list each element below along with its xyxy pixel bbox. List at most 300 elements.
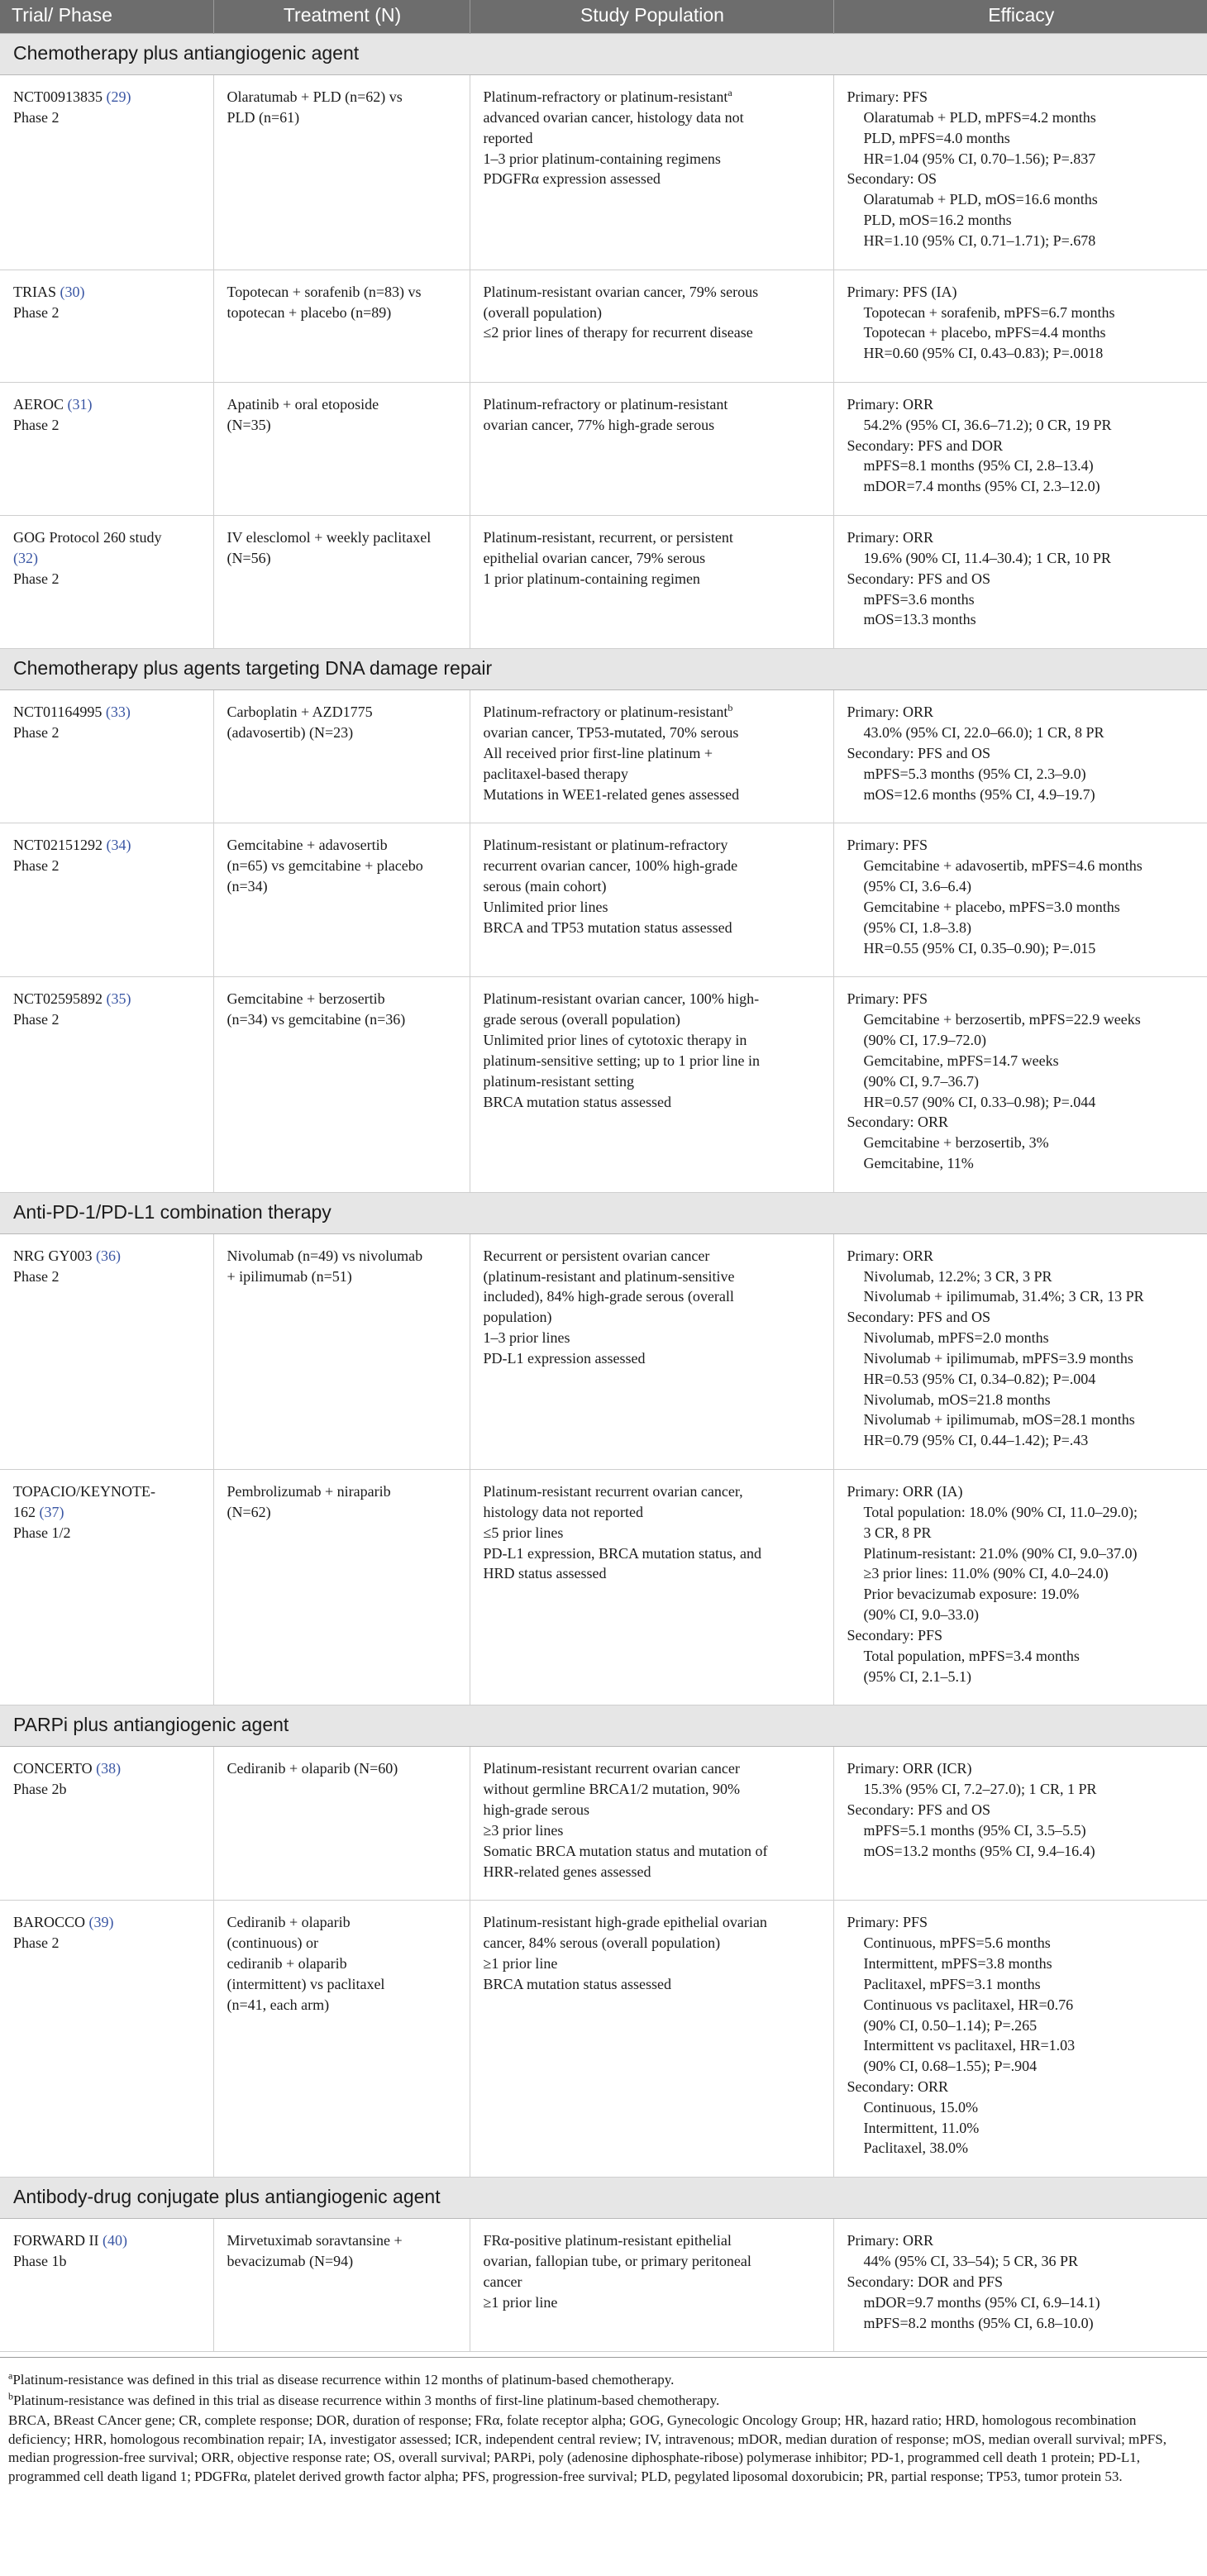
cell-line: [847, 1502, 1196, 1523]
cell-line: [847, 282, 1196, 303]
line-text: Phase 2: [13, 108, 60, 126]
section-title: PARPi plus antiangiogenic agent: [0, 1705, 1207, 1747]
cell-line: [484, 1933, 822, 1953]
line-text: (N=56): [227, 549, 271, 566]
section-title: Chemotherapy plus agents targeting DNA damage repair: [0, 649, 1207, 690]
footnote-marker: b: [728, 702, 733, 714]
cell-treatment: [213, 75, 470, 270]
cell-line: [227, 2230, 458, 2251]
cell-population: [470, 270, 833, 382]
cell-trial: [0, 1747, 213, 1901]
cell-line: [484, 1481, 822, 1502]
line-text: NCT00913835: [13, 88, 107, 106]
line-text: Platinum-resistant recurrent ovarian cancer: [483, 1760, 740, 1777]
cell-line: [484, 856, 822, 876]
line-text: BRCA and TP53 mutation status assessed: [483, 918, 732, 936]
line-text: Nivolumab, 12.2%; 3 CR, 3 PR: [863, 1267, 1052, 1285]
cell-trial: [0, 1901, 213, 2178]
cell-line: [847, 569, 1196, 589]
cell-line: [847, 1286, 1196, 1307]
cell-treatment: [213, 1747, 470, 1901]
cell-line: [847, 169, 1196, 189]
line-text: Secondary: DOR and PFS: [847, 2273, 1003, 2290]
cell-line: [484, 1030, 822, 1051]
line-text: 44% (95% CI, 33–54); 5 CR, 36 PR: [863, 2253, 1079, 2270]
section-row: [0, 34, 1207, 75]
line-text: mDOR=7.4 months (95% CI, 2.3–12.0): [863, 478, 1100, 495]
line-text: HR=0.60 (95% CI, 0.43–0.83); P=.0018: [863, 345, 1104, 362]
table-row: [0, 1470, 1207, 1705]
cell-line: [13, 723, 202, 743]
line-text: ≤5 prior lines: [483, 1524, 564, 1541]
line-text: included), 84% high-grade serous (overall: [483, 1288, 734, 1305]
cell-line: [227, 303, 458, 323]
cell-line: [484, 527, 822, 548]
cell-line: [847, 1153, 1196, 1174]
line-text: Phase 2: [13, 303, 60, 321]
reference-link[interactable]: (31): [67, 395, 93, 413]
line-text: Gemcitabine + berzosertib, mPFS=22.9 weeks: [863, 1011, 1141, 1028]
line-text: Prior bevacizumab exposure: 19.0%: [863, 1586, 1080, 1603]
line-text: PD-L1 expression, BRCA mutation status, and: [483, 1544, 761, 1562]
line-text: HR=0.53 (95% CI, 0.34–0.82); P=.004: [863, 1370, 1096, 1387]
line-text: NRG GY003: [13, 1247, 97, 1264]
cell-line: [484, 1009, 822, 1030]
cell-line: [13, 1009, 202, 1030]
cell-efficacy: [833, 690, 1207, 823]
line-text: Intermittent vs paclitaxel, HR=1.03: [863, 2037, 1076, 2054]
cell-line: [227, 702, 458, 723]
cell-line: [847, 1267, 1196, 1287]
line-text: (95% CI, 2.1–5.1): [863, 1667, 971, 1685]
line-text: PDGFRα expression assessed: [483, 170, 661, 188]
header-trial-phase: Trial/ Phase: [0, 0, 213, 34]
cell-line: [227, 1246, 458, 1267]
line-text: grade serous (overall population): [483, 1011, 680, 1028]
line-text: without germline BRCA1/2 mutation, 90%: [483, 1781, 740, 1798]
line-text: Primary: PFS: [847, 837, 928, 854]
line-text: (N=35): [227, 416, 271, 433]
cell-line: [484, 149, 822, 169]
line-text: Cediranib + olaparib: [227, 1914, 351, 1931]
line-text: Mutations in WEE1-related genes assessed: [483, 785, 740, 803]
line-text: Platinum-resistant high-grade epithelial ovarian: [483, 1914, 767, 1931]
cell-line: [13, 2230, 202, 2251]
line-text: (n=65) vs gemcitabine + placebo: [227, 857, 423, 875]
line-text: TOPACIO/KEYNOTE-: [13, 1483, 156, 1500]
line-text: Phase 2: [13, 724, 60, 742]
cell-efficacy: [833, 1901, 1207, 2178]
cell-line: [847, 1430, 1196, 1451]
line-text: 43.0% (95% CI, 22.0–66.0); 1 CR, 8 PR: [863, 724, 1104, 742]
line-text: Paclitaxel, 38.0%: [863, 2140, 968, 2157]
line-text: Platinum-refractory or platinum-resistant: [483, 88, 728, 106]
line-text: reported: [483, 129, 533, 146]
line-text: ≥1 prior line: [483, 2293, 558, 2311]
reference-link[interactable]: (35): [106, 990, 131, 1008]
cell-line: [484, 87, 822, 107]
line-text: Continuous, 15.0%: [863, 2098, 979, 2116]
cell-line: [227, 394, 458, 415]
line-text: mPFS=8.1 months (95% CI, 2.8–13.4): [863, 457, 1094, 475]
line-text: Primary: PFS: [847, 990, 928, 1008]
line-text: Secondary: PFS and OS: [847, 744, 991, 761]
cell-line: [847, 415, 1196, 436]
reference-link[interactable]: (30): [60, 283, 85, 300]
cell-line: [847, 1246, 1196, 1267]
line-text: mPFS=8.2 months (95% CI, 6.8–10.0): [863, 2314, 1094, 2331]
line-text: topotecan + placebo (n=89): [227, 303, 392, 321]
cell-line: [484, 2230, 822, 2251]
cell-line: [847, 456, 1196, 476]
line-text: Primary: ORR: [847, 529, 934, 546]
cell-population: [470, 75, 833, 270]
table-row: [0, 1901, 1207, 2178]
line-text: advanced ovarian cancer, histology data not: [483, 108, 744, 126]
line-text: HR=1.10 (95% CI, 0.71–1.71); P=.678: [863, 231, 1096, 249]
line-text: platinum-sensitive setting; up to 1 prior line in: [483, 1052, 760, 1069]
line-text: HR=0.79 (95% CI, 0.44–1.42); P=.43: [863, 1432, 1089, 1449]
cell-line: [13, 569, 202, 589]
cell-line: [227, 527, 458, 548]
cell-line: [847, 1410, 1196, 1430]
line-text: mPFS=3.6 months: [863, 590, 975, 608]
cell-line: [227, 856, 458, 876]
cell-line: [847, 343, 1196, 364]
line-text: Total population: 18.0% (90% CI, 11.0–29.0);: [863, 1503, 1138, 1520]
reference-link[interactable]: (34): [106, 837, 131, 854]
cell-line: [13, 548, 202, 569]
line-text: (90% CI, 0.68–1.55); P=.904: [863, 2058, 1038, 2075]
line-text: HR=0.57 (90% CI, 0.33–0.98); P=.044: [863, 1093, 1096, 1110]
line-text: Nivolumab + ipilimumab, 31.4%; 3 CR, 13 PR: [863, 1288, 1144, 1305]
cell-line: [484, 1502, 822, 1523]
cell-treatment: [213, 977, 470, 1192]
line-text: ovarian cancer, 77% high-grade serous: [483, 416, 715, 433]
line-text: 1 prior platinum-containing regimen: [483, 570, 700, 587]
section-title: Chemotherapy plus antiangiogenic agent: [0, 34, 1207, 75]
table-body: [0, 34, 1207, 2352]
cell-line: [13, 282, 202, 303]
line-text: histology data not reported: [483, 1503, 643, 1520]
cell-line: [484, 303, 822, 323]
line-text: high-grade serous: [483, 1801, 589, 1819]
line-text: Primary: ORR: [847, 2232, 934, 2249]
cell-line: [227, 1267, 458, 1287]
cell-line: [847, 1030, 1196, 1051]
cell-line: [484, 1071, 822, 1092]
cell-line: [847, 548, 1196, 569]
cell-line: [847, 2035, 1196, 2056]
cell-line: [484, 1758, 822, 1779]
cell-line: [484, 989, 822, 1009]
line-text: Topotecan + placebo, mPFS=4.4 months: [863, 324, 1106, 341]
header-study-population: Study Population: [470, 0, 833, 34]
reference-link[interactable]: (33): [105, 704, 131, 721]
cell-efficacy: [833, 1747, 1207, 1901]
line-text: Secondary: PFS and DOR: [847, 436, 1003, 454]
footnote-b: $^b$Platinum-resistance was defined in this trial as disease recurrence within 3 months of first-line platinum-based chemotherapy.: [8, 2390, 720, 2408]
line-text: Nivolumab + ipilimumab, mOS=28.1 months: [863, 1411, 1135, 1429]
line-text: Olaratumab + PLD, mPFS=4.2 months: [863, 108, 1096, 126]
cell-line: [484, 1092, 822, 1113]
line-text: cancer: [483, 2273, 522, 2290]
line-text: Platinum-resistant ovarian cancer, 100% high-: [483, 990, 760, 1008]
line-text: Gemcitabine + berzosertib: [227, 990, 385, 1008]
line-text: Gemcitabine + berzosertib, 3%: [863, 1134, 1049, 1152]
cell-line: [484, 282, 822, 303]
line-text: Primary: PFS: [847, 1914, 928, 1931]
cell-trial: [0, 270, 213, 382]
cell-line: [847, 1543, 1196, 1564]
line-text: TRIAS: [13, 283, 60, 300]
table-row: [0, 823, 1207, 977]
cell-treatment: [213, 2219, 470, 2352]
cell-line: [13, 835, 202, 856]
line-text: AEROC: [13, 395, 68, 413]
cell-efficacy: [833, 977, 1207, 1192]
section-row: [0, 1192, 1207, 1233]
cell-trial: [0, 2219, 213, 2352]
cell-population: [470, 823, 833, 977]
line-text: mOS=13.2 months (95% CI, 9.4–16.4): [863, 1842, 1095, 1859]
cell-line: [484, 897, 822, 918]
cell-line: [13, 856, 202, 876]
line-text: (n=34) vs gemcitabine (n=36): [227, 1011, 406, 1028]
line-text: BAROCCO: [13, 1914, 89, 1931]
reference-link[interactable]: (39): [88, 1914, 114, 1931]
cell-line: [227, 2251, 458, 2272]
cell-line: [847, 189, 1196, 210]
line-text: Phase 2: [13, 1934, 60, 1952]
cell-line: [847, 2230, 1196, 2251]
line-text: Cediranib + olaparib (N=60): [227, 1760, 398, 1777]
cell-line: [484, 128, 822, 149]
line-text: Phase 1b: [13, 2253, 67, 2270]
cell-line: [484, 1307, 822, 1328]
cell-population: [470, 382, 833, 515]
cell-line: [484, 107, 822, 128]
cell-trial: [0, 1233, 213, 1469]
line-text: Pembrolizumab + niraparib: [227, 1483, 391, 1500]
line-text: Platinum-resistant or platinum-refractory: [483, 837, 728, 854]
line-text: mOS=12.6 months (95% CI, 4.9–19.7): [863, 785, 1095, 803]
cell-population: [470, 1470, 833, 1705]
cell-line: [847, 1348, 1196, 1369]
line-text: Nivolumab, mPFS=2.0 months: [863, 1329, 1049, 1347]
line-text: Platinum-resistant ovarian cancer, 79% serous: [483, 283, 759, 300]
cell-line: [13, 989, 202, 1009]
line-text: Secondary: OS: [847, 170, 937, 188]
line-text: (90% CI, 9.0–33.0): [863, 1606, 979, 1624]
cell-line: [847, 527, 1196, 548]
cell-line: [227, 1912, 458, 1933]
line-text: ovarian cancer, TP53-mutated, 70% serous: [483, 724, 739, 742]
cell-line: [227, 723, 458, 743]
cell-line: [484, 1563, 822, 1584]
cell-line: [847, 856, 1196, 876]
cell-population: [470, 2219, 833, 2352]
line-text: Gemcitabine, 11%: [863, 1155, 974, 1171]
cell-trial: [0, 75, 213, 270]
cell-line: [13, 1246, 202, 1267]
cell-line: [847, 2292, 1196, 2313]
reference-link[interactable]: (38): [96, 1760, 122, 1777]
line-text: Platinum-resistant: 21.0% (90% CI, 9.0–37.0): [863, 1544, 1138, 1562]
line-text: Secondary: ORR: [847, 1114, 948, 1131]
line-text: CONCERTO: [13, 1760, 97, 1777]
cell-line: [484, 548, 822, 569]
cell-line: [847, 1112, 1196, 1133]
cell-line: [847, 1625, 1196, 1646]
footnote-a: $^a$Platinum-resistance was defined in this trial as disease recurrence within 12 months of platinum-based chemotherapy.: [8, 2369, 675, 2388]
line-text: Total population, mPFS=3.4 months: [863, 1647, 1080, 1664]
cell-line: [484, 918, 822, 938]
reference-link[interactable]: (32): [13, 549, 38, 566]
line-text: BRCA mutation status assessed: [483, 1093, 672, 1110]
cell-line: [13, 1481, 202, 1502]
line-text: cediranib + olaparib: [227, 1955, 347, 1973]
cell-line: [484, 1779, 822, 1800]
line-text: (N=62): [227, 1503, 271, 1520]
line-text: Nivolumab (n=49) vs nivolumab: [227, 1247, 423, 1264]
line-text: PLD, mPFS=4.0 months: [863, 129, 1010, 146]
line-text: (90% CI, 9.7–36.7): [863, 1072, 979, 1090]
cell-line: [13, 1758, 202, 1779]
cell-line: [847, 1605, 1196, 1625]
cell-line: [847, 2313, 1196, 2334]
line-text: Somatic BRCA mutation status and mutation of: [483, 1842, 768, 1859]
line-text: (continuous) or: [227, 1934, 318, 1952]
cell-line: [847, 1481, 1196, 1502]
cell-line: [484, 2292, 822, 2313]
line-text: (90% CI, 17.9–72.0): [863, 1032, 986, 1049]
section-title: Anti-PD-1/PD-L1 combination therapy: [0, 1192, 1207, 1233]
line-text: Continuous vs paclitaxel, HR=0.76: [863, 1996, 1074, 2013]
line-text: Olaratumab + PLD, mOS=16.6 months: [863, 191, 1098, 208]
line-text: Phase 2: [13, 857, 60, 875]
cell-efficacy: [833, 1233, 1207, 1469]
cell-line: [484, 1974, 822, 1995]
line-text: HRD status assessed: [483, 1565, 607, 1582]
cell-line: [847, 989, 1196, 1009]
cell-trial: [0, 382, 213, 515]
abbreviations: BRCA, BReast CAncer gene; CR, complete response; DOR, duration of response; FRα, folate receptor alpha; GOG, Gynecologic Oncology Group; HR, hazard ratio; HRD, homologous recombination deficiency; HRR, homologous recombination repair; IA, investigator assessed; ICR, independent central review; IV, intravenous; mDOR, median duration of response; mOS, median overall survival; mPFS, median progression-free survival; ORR, objective response rate; OS, overall survival; PARPi, poly (adenosine diphosphate-ribose) polymerase inhibitor; PD-1, programmed cell death 1 protein; PD-L1, programmed cell death ligand 1; PDGFRα, platelet derived growth factor alpha; PFS, progression-free survival; PLD, pegylated liposomal doxorubicin; PR, partial response; TP53, tumor protein 53.: [8, 2412, 1166, 2484]
cell-line: [227, 1995, 458, 2015]
line-text: (intermittent) vs paclitaxel: [227, 1975, 385, 1992]
cell-line: [847, 210, 1196, 231]
cell-line: [847, 1563, 1196, 1584]
line-text: PLD (n=61): [227, 108, 300, 126]
cell-line: [847, 876, 1196, 897]
line-text: Intermittent, 11.0%: [863, 2119, 980, 2136]
cell-line: [847, 938, 1196, 959]
cell-line: [847, 2118, 1196, 2139]
cell-efficacy: [833, 75, 1207, 270]
line-text: 54.2% (95% CI, 36.6–71.2); 0 CR, 19 PR: [863, 416, 1112, 433]
cell-line: [847, 2077, 1196, 2097]
cell-line: [484, 876, 822, 897]
cell-trial: [0, 1470, 213, 1705]
cell-line: [227, 87, 458, 107]
cell-line: [227, 107, 458, 128]
cell-line: [484, 1862, 822, 1882]
cell-line: [227, 835, 458, 856]
cell-line: [847, 436, 1196, 456]
cell-line: [13, 107, 202, 128]
cell-line: [847, 1758, 1196, 1779]
reference-link[interactable]: (40): [103, 2232, 128, 2249]
cell-line: [13, 1523, 202, 1543]
line-text: GOG Protocol 260 study: [13, 529, 162, 546]
line-text: Gemcitabine + adavosertib, mPFS=4.6 months: [863, 857, 1143, 875]
line-text: Primary: ORR: [847, 704, 934, 721]
line-text: 1–3 prior platinum-containing regimens: [483, 150, 721, 167]
line-text: HRR-related genes assessed: [483, 1863, 651, 1880]
line-text: platinum-resistant setting: [483, 1072, 634, 1090]
cell-line: [484, 1328, 822, 1348]
cell-treatment: [213, 1901, 470, 2178]
cell-line: [847, 2272, 1196, 2292]
cell-efficacy: [833, 270, 1207, 382]
reference-link[interactable]: (29): [106, 88, 131, 106]
cell-line: [847, 1912, 1196, 1933]
table-row: [0, 270, 1207, 382]
reference-link[interactable]: (37): [39, 1503, 64, 1520]
cell-line: [847, 1369, 1196, 1390]
section-row: [0, 649, 1207, 690]
cell-trial: [0, 516, 213, 649]
cell-line: [847, 1646, 1196, 1667]
line-text: Phase 2: [13, 1011, 60, 1028]
table-row: [0, 1747, 1207, 1901]
cell-line: [847, 476, 1196, 497]
table-row: [0, 75, 1207, 270]
table-header: [0, 0, 1207, 34]
cell-population: [470, 690, 833, 823]
line-text: ≥1 prior line: [483, 1955, 558, 1973]
line-text: Secondary: PFS: [847, 1626, 943, 1643]
cell-line: [847, 1133, 1196, 1153]
cell-line: [13, 415, 202, 436]
reference-link[interactable]: (36): [96, 1247, 122, 1264]
line-text: Secondary: ORR: [847, 2077, 948, 2095]
cell-line: [484, 723, 822, 743]
cell-line: [484, 1800, 822, 1820]
cell-line: [13, 2251, 202, 2272]
cell-line: [227, 1974, 458, 1995]
line-text: Primary: ORR: [847, 395, 934, 413]
cell-line: [484, 2272, 822, 2292]
footnote-marker: a: [728, 87, 732, 99]
cell-line: [13, 87, 202, 107]
cell-line: [13, 394, 202, 415]
cell-line: [847, 1995, 1196, 2015]
cell-line: [847, 1051, 1196, 1071]
cell-efficacy: [833, 2219, 1207, 2352]
cell-line: [847, 589, 1196, 610]
cell-line: [484, 415, 822, 436]
section-row: [0, 1705, 1207, 1747]
header-efficacy: Efficacy: [833, 0, 1207, 34]
cell-treatment: [213, 1470, 470, 1705]
cell-line: [484, 1286, 822, 1307]
line-text: population): [483, 1309, 552, 1326]
cell-line: [847, 743, 1196, 764]
cell-line: [847, 1009, 1196, 1030]
line-text: recurrent ovarian cancer, 100% high-grade: [483, 857, 738, 875]
cell-treatment: [213, 382, 470, 515]
